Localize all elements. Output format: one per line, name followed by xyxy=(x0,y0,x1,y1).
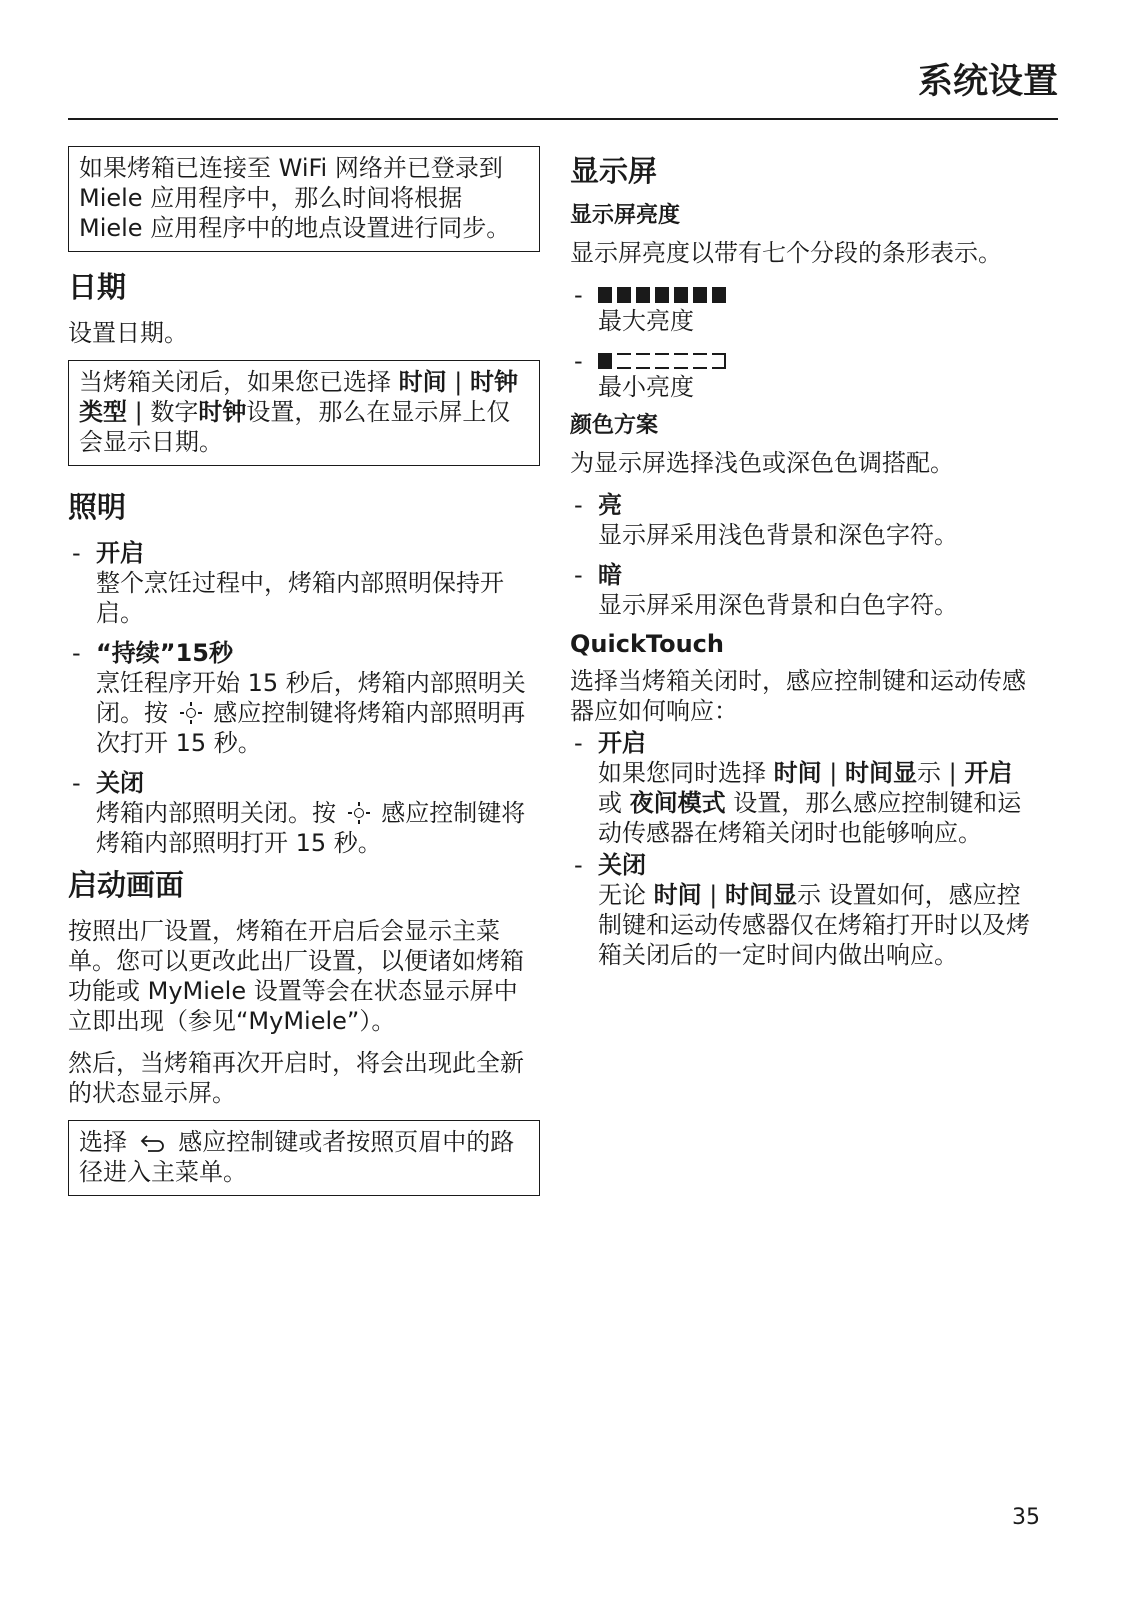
brightness-segment-empty xyxy=(655,353,669,369)
start-screen-text-1: 按照出厂设置，烤箱在开启后会显示主菜单。您可以更改此出厂设置，以便诸如烤箱功能或 MyMiele 设置等会在状态显示屏中立即出现（参见“MyMiele”）。 xyxy=(68,917,524,1035)
light-icon xyxy=(348,802,370,824)
list-item: - 关闭 烤箱内部照明关闭。按 感应控制键将烤箱内部照明打开 15 秒。 xyxy=(68,768,540,858)
lighting-options xyxy=(68,538,540,858)
list-item xyxy=(570,346,1044,402)
note-main-menu: 选择 感应控制键或者按照页眉中的路径进入主菜单。 xyxy=(68,1120,540,1196)
option-text: 最小亮度 xyxy=(598,373,694,401)
brightness-text: 显示屏亮度以带有七个分段的条形表示。 xyxy=(570,239,1002,267)
color-scheme-options xyxy=(570,490,1044,620)
list-item xyxy=(570,560,1044,620)
brightness-bar-min xyxy=(598,346,1044,372)
right-column xyxy=(570,146,1044,980)
option-title: - 暗 xyxy=(598,561,622,589)
page-title: 系统设置 xyxy=(917,62,1058,102)
heading-color-scheme: 颜色方案 xyxy=(570,413,659,438)
heading-date: 日期 xyxy=(68,270,127,304)
list-item xyxy=(68,538,540,628)
heading-brightness: 显示屏亮度 xyxy=(570,203,681,228)
option-title: - 开启 xyxy=(598,729,646,757)
heading-quicktouch: QuickTouch xyxy=(570,630,724,658)
option-title: - 开启 xyxy=(96,539,144,567)
brightness-options xyxy=(570,280,1044,402)
light-icon xyxy=(180,702,202,724)
brightness-segment-empty xyxy=(636,353,650,369)
option-text: 整个烹饪过程中，烤箱内部照明保持开启。 xyxy=(96,569,504,627)
option-text: 最大亮度 xyxy=(598,307,694,335)
list-item: - 关闭 无论 时间 | 时间显示 设置如何，感应控制键和运动传感器仅在烤箱打开时以及烤箱关闭后的一定时间内做出响应。 xyxy=(570,850,1044,970)
option-title: - 亮 xyxy=(598,491,622,519)
page-number: 35 xyxy=(1012,1505,1040,1530)
brightness-segment-empty xyxy=(674,353,688,369)
quicktouch-options xyxy=(570,728,1044,970)
option-title: - 关闭 xyxy=(96,769,144,797)
back-arrow-icon xyxy=(139,1133,167,1153)
brightness-bar-max xyxy=(598,280,1044,306)
heading-start-screen: 启动画面 xyxy=(68,868,185,902)
page-header xyxy=(68,52,1058,120)
list-item xyxy=(570,490,1044,550)
brightness-segment-empty xyxy=(712,353,726,369)
heading-lighting: 照明 xyxy=(68,490,127,524)
note-wifi-sync: 如果烤箱已连接至 WiFi 网络并已登录到 Miele 应用程序中，那么时间将根据 Miele 应用程序中的地点设置进行同步。 xyxy=(68,146,540,252)
date-text: 设置日期。 xyxy=(68,319,188,347)
brightness-segment-filled xyxy=(693,287,707,303)
option-title: - “持续”15秒 xyxy=(96,639,233,667)
start-screen-text-2: 然后，当烤箱再次开启时，将会出现此全新的状态显示屏。 xyxy=(68,1049,524,1107)
color-scheme-text: 为显示屏选择浅色或深色色调搭配。 xyxy=(570,449,954,477)
brightness-segment-empty xyxy=(617,353,631,369)
option-text: 显示屏采用深色背景和白色字符。 xyxy=(598,591,958,619)
heading-display: 显示屏 xyxy=(570,154,658,188)
option-title: - 关闭 xyxy=(598,851,646,879)
left-column xyxy=(68,146,540,1214)
brightness-segment-filled xyxy=(617,287,631,303)
quicktouch-text: 选择当烤箱关闭时，感应控制键和运动传感器应如何响应： xyxy=(570,667,1026,725)
option-text: 显示屏采用浅色背景和深色字符。 xyxy=(598,521,958,549)
brightness-segment-empty xyxy=(693,353,707,369)
list-item: - “持续”15秒 烹饪程序开始 15 秒后，烤箱内部照明关闭。按 感应控制键将烤箱内部照明再次打开 15 秒。 xyxy=(68,638,540,758)
note-date-display: 当烤箱关闭后，如果您已选择 时间 | 时钟类型 | 数字时钟设置，那么在显示屏上仅会显示日期。 xyxy=(68,360,540,466)
brightness-segment-filled xyxy=(712,287,726,303)
list-item: - 开启 如果您同时选择 时间 | 时间显示 | 开启 或 夜间模式 设置，那么感应控制键和运动传感器在烤箱关闭时也能够响应。 xyxy=(570,728,1044,848)
brightness-segment-filled xyxy=(655,287,669,303)
list-item xyxy=(570,280,1044,336)
brightness-segment-filled xyxy=(598,287,612,303)
brightness-segment-filled xyxy=(598,353,612,369)
brightness-segment-filled xyxy=(674,287,688,303)
brightness-segment-filled xyxy=(636,287,650,303)
